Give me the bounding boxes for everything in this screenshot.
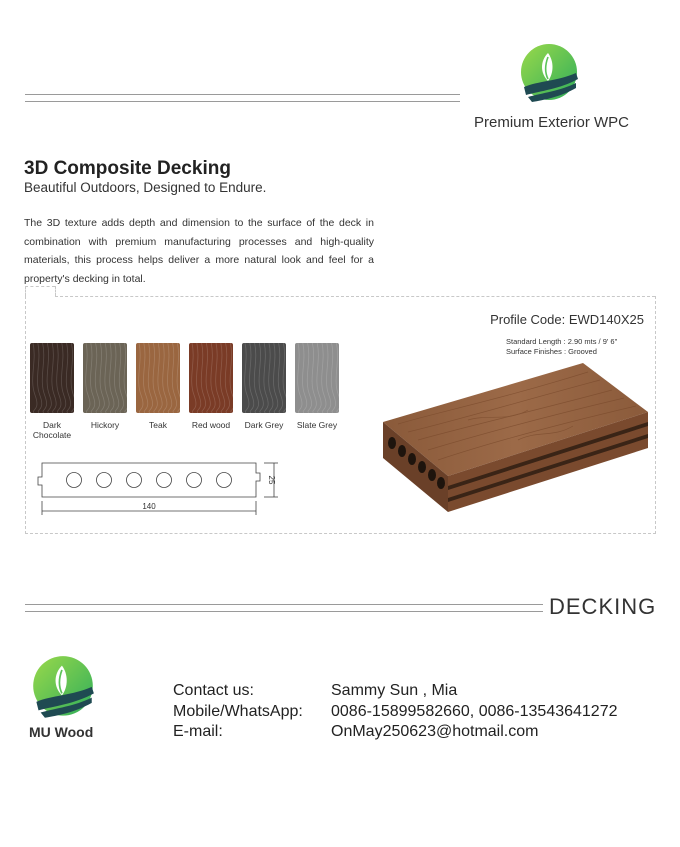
section-label: DECKING [549, 594, 657, 619]
company-name: MU Wood [29, 724, 94, 740]
dimension-width: 140 [142, 502, 156, 511]
product-description: The 3D texture adds depth and dimension to the surface of the deck in combination with premium manufacturing processes and high-quality materials, this process helps deliver a more natural look and feel for a property's decking in total. [24, 217, 374, 285]
swatch-label: Teak [149, 420, 167, 430]
swatch-label: Slate Grey [296, 420, 338, 430]
swatch-red-wood[interactable] [189, 343, 233, 413]
page-title: 3D Composite Decking [24, 158, 231, 179]
brand-tagline: Premium Exterior WPC [474, 114, 630, 131]
company-logo-icon [30, 655, 96, 721]
swatch-dark-grey[interactable] [242, 343, 286, 413]
page-subtitle: Beautiful Outdoors, Designed to Endure. [24, 180, 267, 195]
contact-value: Sammy Sun , Mia [331, 682, 458, 699]
mobile-label: Mobile/WhatsApp: [173, 703, 303, 720]
header-rule-bottom [25, 101, 460, 102]
section-rule-bottom [25, 611, 543, 612]
wood-grain-texture [242, 343, 286, 413]
wood-grain-texture [295, 343, 339, 413]
profile-code: Profile Code: EWD140X25 [490, 312, 644, 327]
panel-tab-top [25, 286, 55, 287]
wood-grain-texture [136, 343, 180, 413]
dimension-height: 25 [267, 475, 276, 485]
wood-grain-texture [30, 343, 74, 413]
swatch-hickory[interactable] [83, 343, 127, 413]
email-label: E-mail: [173, 723, 223, 740]
wood-grain-texture [189, 343, 233, 413]
contact-label: Contact us: [173, 682, 254, 699]
standard-length: Standard Length : 2.90 mts / 9' 6" [506, 337, 618, 346]
email-link[interactable]: OnMay250623@hotmail.com [331, 723, 539, 740]
panel-tab-left [25, 286, 26, 296]
deck-board-image [378, 360, 653, 516]
mobile-value: 0086-15899582660, 0086-13543641272 [331, 703, 618, 720]
surface-finishes: Surface Finishes : Grooved [506, 347, 597, 356]
swatch-label: Red wood [191, 420, 231, 430]
leaf-logo-icon [518, 43, 580, 105]
header-rule-top [25, 94, 460, 95]
swatch-teak[interactable] [136, 343, 180, 413]
spec-text [506, 337, 617, 357]
wood-grain-texture [83, 343, 127, 413]
swatch-label: Dark Chocolate [32, 420, 72, 440]
swatch-dark-chocolate[interactable] [30, 343, 74, 413]
panel-tab-right [55, 286, 56, 296]
section-rule-top [25, 604, 543, 605]
swatch-label: Dark Grey [244, 420, 284, 430]
swatch-slate-grey[interactable] [295, 343, 339, 413]
profile-cross-section [36, 455, 281, 520]
swatch-label: Hickory [90, 420, 120, 430]
